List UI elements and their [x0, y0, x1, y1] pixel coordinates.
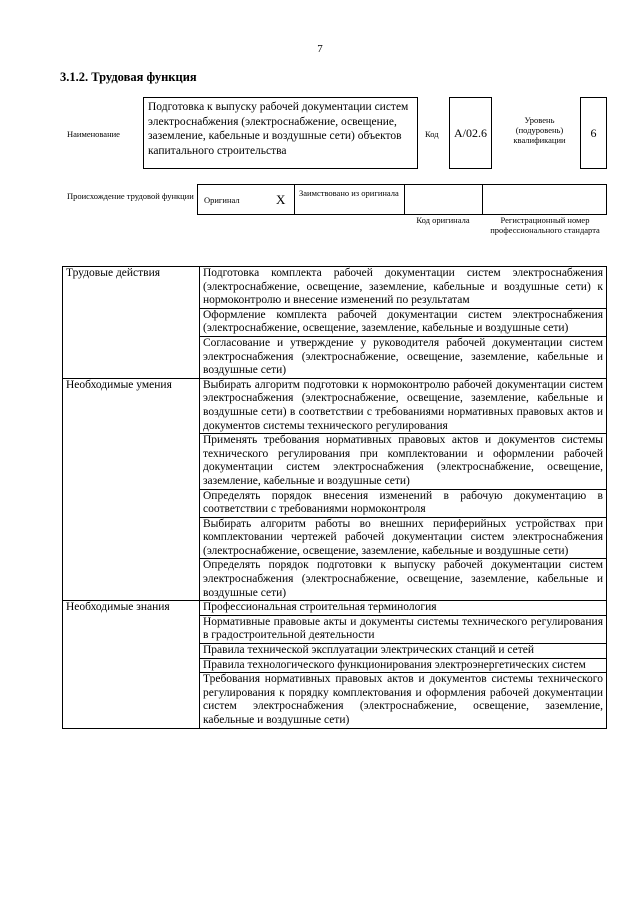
original-mark: X	[276, 192, 286, 207]
level-value: 6	[580, 97, 607, 169]
table-cell: Определять порядок подготовки к выпуску рабочей документации систем электроснабжения (электроснабжение, освещение, заземление, кабельные и воздушные сети)	[200, 559, 607, 601]
section-title: 3.1.2. Трудовая функция	[60, 70, 197, 84]
level-label: Уровень (подуровень) квалификации	[513, 115, 566, 145]
borrowed-label: Заимствовано из оригинала	[299, 188, 399, 198]
table-cell: Нормативные правовые акты и документы системы технического регулирования в градостроительной деятельности	[200, 615, 607, 643]
code-value: A/02.6	[449, 97, 492, 169]
code-label: Код	[425, 129, 439, 139]
borrowed-cell	[294, 184, 405, 215]
reg-number-cell	[482, 184, 607, 215]
table-cell: Выбирать алгоритм работы во внешних периферийных устройствах при комплектовании чертежей рабочей документации систем электроснабжения (электроснабжение, освещение, заземление, кабельные и воздушные сети)	[200, 517, 607, 559]
table-row	[63, 267, 607, 309]
table-cell: Профессиональная строительная терминология	[200, 601, 607, 616]
table-cell: Подготовка комплекта рабочей документации систем электроснабжения (электроснабжение, освещение, заземление, кабельные и воздушные сети) к нормоконтролю и внесение изменений по результатам	[200, 267, 607, 309]
function-name: Подготовка к выпуску рабочей документации систем электроснабжения (электроснабжение, освещение, заземление, кабельные и воздушные сети) объектов капитального строительства	[143, 97, 418, 169]
section-label: Трудовые действия	[63, 267, 200, 379]
section-label: Необходимые знания	[63, 601, 200, 728]
table-cell: Выбирать алгоритм подготовки к нормоконтролю рабочей документации систем электроснабжения (электроснабжение, освещение, заземление, кабельные и воздушные сети) в соответствии с требованиями нормативных правовых актов и документов системы технического регулирования	[200, 378, 607, 433]
table-cell: Согласование и утверждение у руководителя рабочей документации систем электроснабжения (электроснабжение, освещение, заземление, кабельные и воздушные сети)	[200, 336, 607, 378]
table-cell: Правила технической эксплуатации электрических станций и сетей	[200, 644, 607, 659]
table-cell: Оформление комплекта рабочей документации систем электроснабжения (электроснабжение, освещение, заземление, кабельные и воздушные сети)	[200, 308, 607, 336]
caption-reg: Регистрационный номер профессионального стандарта	[490, 215, 600, 235]
table-cell: Определять порядок внесения изменений в рабочую документацию в соответствии с требованиями нормоконтроля	[200, 489, 607, 517]
table-cell: Применять требования нормативных правовых актов и документов системы технического регулирования при комплектовании и оформлении рабочей документации систем электроснабжения (электроснабжение, освещение, заземление, кабельные и воздушные сети)	[200, 434, 607, 489]
section-label: Необходимые умения	[63, 378, 200, 601]
table-row	[63, 378, 607, 433]
original-label: Оригинал	[204, 195, 240, 205]
page-number: 7	[317, 43, 323, 55]
original-cell	[197, 184, 295, 215]
name-label: Наименование	[67, 129, 120, 139]
functions-table	[62, 266, 607, 729]
table-cell: Требования нормативных правовых актов и документов системы технического регулирования к порядку комплектования и оформления рабочей документации систем электроснабжения (электроснабжение, освещение, заземление, кабельные и воздушные сети)	[200, 673, 607, 728]
table-row	[63, 601, 607, 616]
table-cell: Правила технологического функционирования электроэнергетических систем	[200, 658, 607, 673]
original-code-cell	[404, 184, 483, 215]
caption-code: Код оригинала	[416, 215, 470, 225]
origin-label: Происхождение трудовой функции	[67, 191, 194, 201]
